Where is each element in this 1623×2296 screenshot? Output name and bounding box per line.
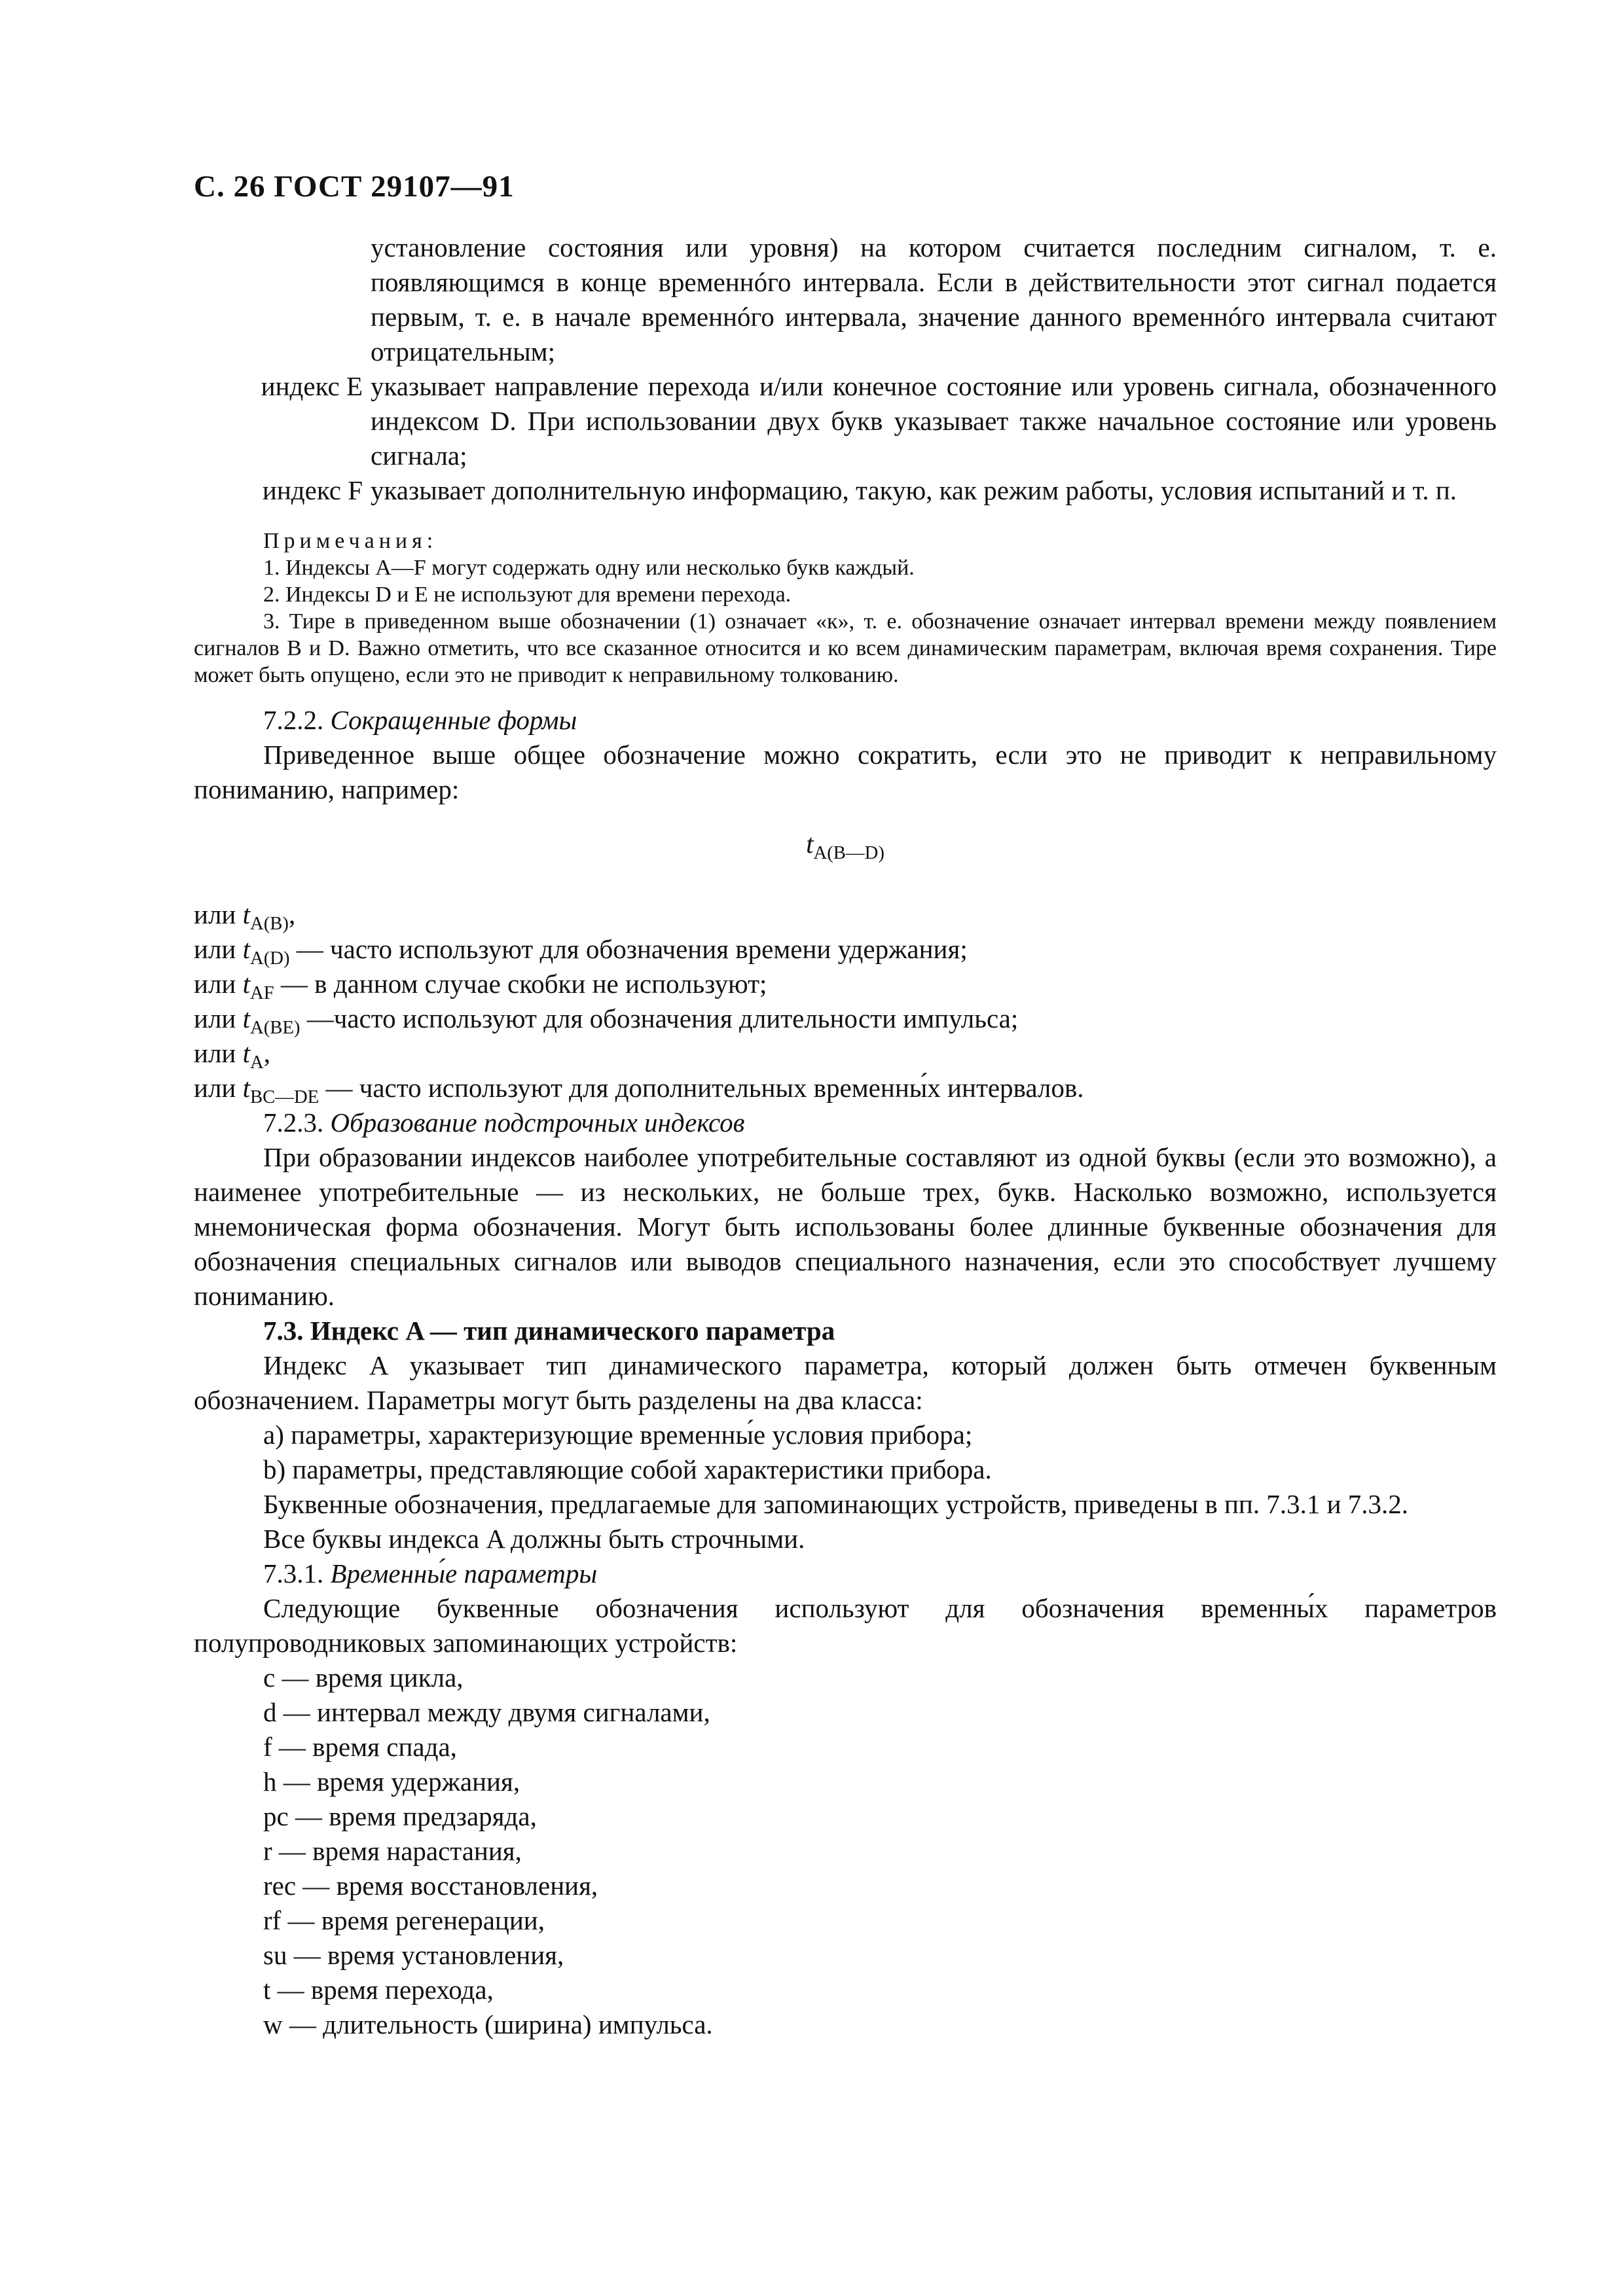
section-73-text-3: Все буквы индекса A должны быть строчными. — [263, 1524, 805, 1554]
variant-line — [194, 967, 1497, 1001]
variant-subscript: AF — [250, 982, 274, 1003]
section-723-text: При образовании индексов наиболее употребительные составляют из одной буквы (если это возможно), а наименее употребительные — из нескольких, не больше трех, букв. Насколько возможно, используется мнемоническая форма обозначения. Могут быть использованы более длинные буквенные обозначения для обозначения специальных сигналов или выводов специального назначения, если это способствует лучшему пониманию. — [194, 1142, 1497, 1311]
variant-text: , — [288, 899, 296, 929]
index-e-definition — [194, 369, 1497, 473]
note-item: 2. Индексы D и E не используют для времени перехода. — [263, 583, 792, 607]
index-f-definition — [194, 473, 1497, 508]
section-title: Сокращенные формы — [330, 705, 577, 735]
class-b-item: b) параметры, представляющие собой характеристики прибора. — [263, 1454, 992, 1484]
list-item: r — время нарастания, — [263, 1836, 522, 1866]
variant-symbol: t — [242, 1038, 250, 1068]
variant-subscript: A(BE) — [250, 1017, 301, 1038]
formula-symbol: t — [806, 829, 814, 859]
variant-prefix: или — [194, 1073, 243, 1103]
variant-text: — в данном случае скобки не используют; — [274, 969, 767, 999]
list-item: rf — время регенерации, — [263, 1905, 545, 1935]
section-title: Образование подстрочных индексов — [330, 1107, 745, 1138]
timing-parameters-list — [263, 1660, 1497, 2042]
formula-display — [194, 827, 1497, 861]
variant-symbol: t — [242, 1073, 250, 1103]
variant-subscript: A — [250, 1052, 264, 1073]
class-a-item: a) параметры, характеризующие временны́е условия прибора; — [263, 1420, 973, 1450]
variant-text: — часто используют для дополнительных временны́х интервалов. — [319, 1073, 1084, 1103]
section-723-heading — [194, 1105, 1497, 1140]
variant-prefix: или — [194, 899, 243, 929]
notes-title: Примечания: — [263, 529, 438, 553]
section-722-heading — [194, 703, 1497, 738]
variant-subscript: BC—DE — [250, 1086, 319, 1107]
variant-symbol: t — [242, 1003, 250, 1033]
list-item: c — время цикла, — [263, 1662, 464, 1693]
list-item: f — время спада, — [263, 1732, 457, 1762]
variant-text: , — [263, 1038, 270, 1068]
section-73-text-2: Буквенные обозначения, предлагаемые для запоминающих устройств, приведены в пп. 7.3.1 и 7.3.2. — [263, 1489, 1409, 1519]
variant-symbol: t — [242, 969, 250, 999]
section-number: 7.2.3. — [263, 1107, 324, 1138]
formula-subscript: A(B—D) — [813, 842, 884, 863]
index-f-label: индекс F — [262, 475, 363, 505]
variant-prefix: или — [194, 934, 243, 964]
continuation-paragraph: установление состояния или уровня) на котором считается последним сигналом, т. е. появляющимся в конце временнóго интервала. Если в действительности этот сигнал подается первым, т. е. в начале временнóго интервала, значение данного временнóго интервала считают отрицательным; — [371, 232, 1497, 367]
section-731-text: Следующие буквенные обозначения используют для обозначения временны́х параметров полупроводниковых запоминающих устройств: — [194, 1593, 1497, 1658]
variant-line — [194, 1071, 1497, 1105]
variant-line — [194, 1001, 1497, 1036]
section-title: Временны́е параметры — [330, 1558, 598, 1588]
notes-block — [194, 528, 1497, 689]
list-item: t — время перехода, — [263, 1975, 494, 2005]
variant-line — [194, 932, 1497, 967]
section-722-text: Приведенное выше общее обозначение можно сократить, если это не приводит к неправильному пониманию, например: — [194, 740, 1497, 804]
section-number: 7.3.1. — [263, 1558, 324, 1588]
variant-symbol: t — [242, 899, 250, 929]
index-e-label: индекс E — [261, 371, 363, 401]
section-73-heading: 7.3. Индекс A — тип динамического параметра — [263, 1316, 835, 1346]
index-e-text: указывает направление перехода и/или конечное состояние или уровень сигнала, обозначенного индексом D. При использовании двух букв указывает также начальное состояние или уровень сигнала; — [371, 371, 1497, 471]
list-item: w — длительность (ширина) импульса. — [263, 2009, 713, 2039]
variant-line — [194, 1036, 1497, 1071]
variant-text: — часто используют для обозначения времени удержания; — [289, 934, 968, 964]
section-731-heading — [194, 1556, 1497, 1591]
list-item: rec — время восстановления, — [263, 1871, 598, 1901]
page-body — [194, 230, 1497, 2042]
list-item: pc — время предзаряда, — [263, 1801, 537, 1831]
variant-subscript: A(B) — [250, 913, 289, 934]
variant-line — [194, 897, 1497, 932]
variant-text: —часто используют для обозначения длительности импульса; — [300, 1003, 1019, 1033]
variant-prefix: или — [194, 969, 243, 999]
list-item: su — время установления, — [263, 1940, 564, 1970]
section-73-text: Индекс A указывает тип динамического параметра, который должен быть отмечен буквенным обозначением. Параметры могут быть разделены на два класса: — [194, 1350, 1497, 1415]
variant-prefix: или — [194, 1038, 243, 1068]
section-number: 7.2.2. — [263, 705, 324, 735]
variant-symbol: t — [242, 934, 250, 964]
list-item: h — время удержания, — [263, 1767, 520, 1797]
note-item: 3. Тире в приведенном выше обозначении (1) означает «к», т. е. обозначение означает интервал времени между появлением сигналов B и D. Важно отметить, что все сказанное относится и ко всем динамическим параметрам, включая время сохранения. Тире может быть опущено, если это не приводит к неправильному толкованию. — [194, 609, 1497, 687]
variant-prefix: или — [194, 1003, 243, 1033]
variant-subscript: A(D) — [250, 948, 290, 969]
list-item: d — интервал между двумя сигналами, — [263, 1697, 710, 1727]
note-item: 1. Индексы A—F могут содержать одну или несколько букв каждый. — [263, 556, 915, 580]
index-f-text: указывает дополнительную информацию, такую, как режим работы, условия испытаний и т. п. — [371, 475, 1457, 505]
page-header: С. 26 ГОСТ 29107—91 — [194, 170, 515, 204]
variants-list — [194, 897, 1497, 1105]
